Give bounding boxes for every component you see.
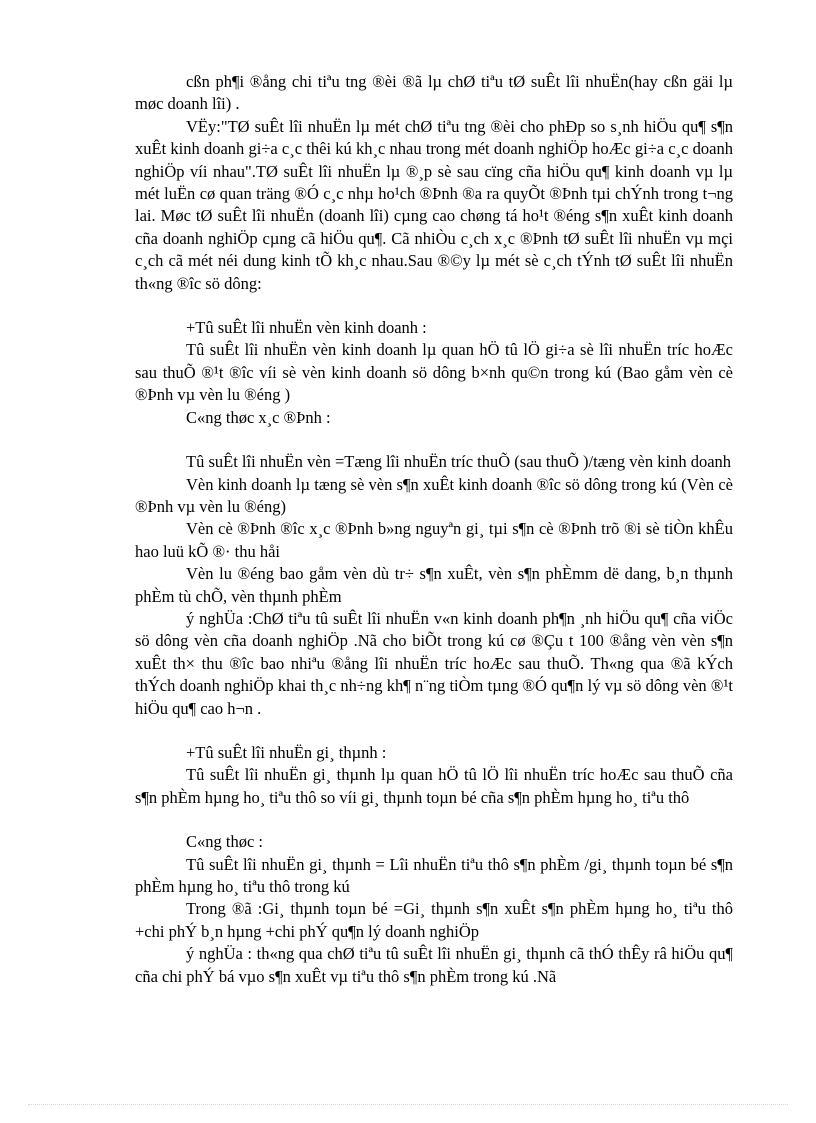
paragraph-p16: ý nghÜa : th«ng qua chØ tiªu tû suÊt lîi nhuËn gi¸ thµnh cã thÓ thÊy râ hiÖu qu¶ cña chi phÝ bá vµo s¶n xuÊt vµ tiªu thô s¶n phÈm trong kú .Nã: [135, 944, 733, 986]
paragraph-p13: C«ng thøc :: [186, 832, 263, 852]
paragraph-spacer: [135, 429, 733, 451]
paragraph-p2: VËy:"TØ suÊt lîi nhuËn lµ mét chØ tiªu tng ®èi cho phÐp so s¸nh hiÖu qu¶ s¶n xuÊt kinh doanh gi÷a c¸c thêi kú kh¸c nhau trong mét doanh nghiÖp hoÆc gi÷a c¸c doanh nghiÖp víi nhau".TØ suÊt lîi nhuËn lµ ®¸p sè sau cïng cña hiÖu qu¶ kinh doanh vµ lµ mét luËn cø quan träng ®Ó c¸c nhµ ho¹ch ®Þnh ®a ra quyÕt ®Þnh tµi chÝnh trong t¬ng lai. Møc tØ suÊt lîi nhuËn (doanh lîi) cµng cao chøng tá ho¹t ®éng s¶n xuÊt kinh doanh cña doanh nghiÖp cµng cã hiÖu qu¶. Cã nhiÒu c¸ch x¸c ®Þnh tØ suÊt lîi nhuËn vµ mçi c¸ch cã mét néi dung kinh tÕ kh¸c nhau.Sau ®©y lµ mét sè c¸ch tÝnh tØ suÊt lîi nhuËn th«ng ®îc sö dông:: [135, 116, 733, 293]
paragraph-p6: Tû suÊt lîi nhuËn vèn =Tæng lîi nhuËn tríc thuÕ (sau thuÕ )/tæng vèn kinh doanh: [186, 452, 732, 472]
footer-divider: [28, 1104, 788, 1105]
paragraph-p12: Tû suÊt lîi nhuËn gi¸ thµnh lµ quan hÖ tû lÖ lîi nhuËn tríc hoÆc sau thuÕ cña s¶n phÈm hµng ho¸ tiªu thô so víi gi¸ thµnh toµn bé cña s¶n phÈm hµng ho¸ tiªu thô: [135, 765, 733, 807]
paragraph-p7: Vèn kinh doanh lµ tæng sè vèn s¶n xuÊt kinh doanh ®îc sö dông trong kú (Vèn cè ®Þnh vµ vèn lu ®éng): [135, 474, 733, 516]
paragraph-p15: Trong ®ã :Gi¸ thµnh toµn bé =Gi¸ thµnh s¶n xuÊt s¶n phÈm hµng ho¸ tiªu thô +chi phÝ b¸n hµng +chi phÝ qu¶n lý doanh nghiÖp: [135, 899, 733, 941]
paragraph-p1: cßn ph¶i ®ång chi tiªu tng ®èi ®ã lµ chØ tiªu tØ suÊt lîi nhuËn(hay cßn gäi lµ møc doanh lîi) .: [135, 72, 733, 114]
paragraph-spacer: [135, 809, 733, 831]
paragraph-p3: +Tû suÊt lîi nhuËn vèn kinh doanh :: [186, 318, 427, 338]
paragraph-p9: Vèn lu ®éng bao gåm vèn dù tr÷ s¶n xuÊt, vèn s¶n phÈmm dë dang, b¸n thµnh phÈm tù chÕ, vèn thµnh phÈm: [135, 564, 733, 606]
paragraph-p11: +Tû suÊt lîi nhuËn gi¸ thµnh :: [186, 742, 387, 762]
paragraph-p4: Tû suÊt lîi nhuËn vèn kinh doanh lµ quan hÖ tû lÖ gi÷a sè lîi nhuËn tríc hoÆc sau thuÕ ®¹t ®îc víi sè vèn kinh doanh sö dông b×nh qu©n trong kú (Bao gåm vèn cè ®Þnh vµ vèn lu ®éng ): [135, 340, 733, 405]
paragraph-p10: ý nghÜa :ChØ tiªu tû suÊt lîi nhuËn v«n kinh doanh ph¶n ¸nh hiÖu qu¶ cña viÖc sö dông vèn cña doanh nghiÖp .Nã cho biÕt trong kú cø ®Çu t 100 ®ång vèn vèn s¶n xuÊt th× thu ®îc bao nhiªu ®ång lîi nhuËn tríc hoÆc sau thuÕ. Th«ng qua ®ã kÝch thÝch doanh nghiÖp khai th¸c nh÷ng kh¶ n¨ng tiÒm tµng ®Ó qu¶n lý vµ sö dông vèn ®¹t hiÖu qu¶ cao h¬n .: [135, 608, 733, 718]
paragraph-p8: Vèn cè ®Þnh ®îc x¸c ®Þnh b»ng nguyªn gi¸ tµi s¶n cè ®Þnh trõ ®i sè tiÒn khÊu hao luü kÕ ®· thu håi: [135, 519, 733, 561]
paragraph-spacer: [135, 720, 733, 742]
paragraph-p14: Tû suÊt lîi nhuËn gi¸ thµnh = Lîi nhuËn tiªu thô s¶n phÈm /gi¸ thµnh toµn bé s¶n phÈm hµng ho¸ tiªu thô trong kú: [135, 854, 733, 896]
document-body: [135, 71, 733, 988]
paragraph-spacer: [135, 295, 733, 317]
paragraph-p5: C«ng thøc x¸c ®Þnh :: [186, 407, 331, 427]
